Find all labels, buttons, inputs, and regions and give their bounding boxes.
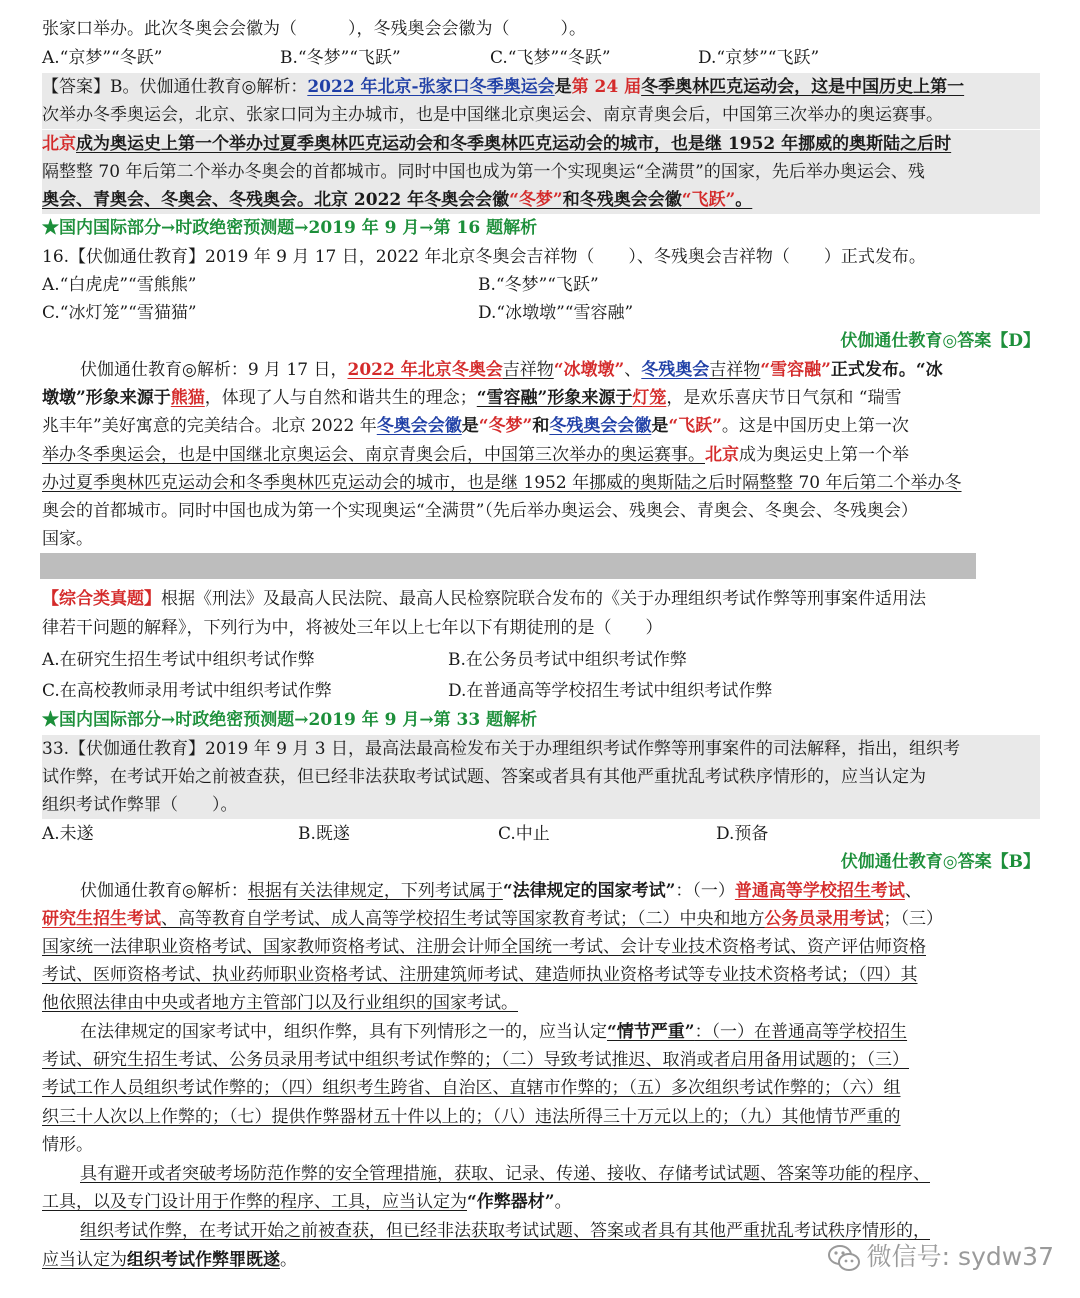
q16-explanation-line <box>42 412 1040 440</box>
q16-text: 正式发布。 <box>830 360 916 380</box>
q16-lantern: 灯笼 <box>632 388 667 408</box>
q15-stem-tail: 张家口举办。此次冬奥会会徽为（ ），冬残奥会会徽为（ ）。 <box>42 19 586 39</box>
q33-option-b: B.既遂 <box>298 824 350 844</box>
q16-emblem-para: “飞跃” <box>668 416 722 436</box>
q33-conclusion-line <box>42 1246 780 1274</box>
q16-explanation-line <box>42 441 1040 469</box>
q33-explanation-line: 考试、医师资格考试、执业药师职业资格考试、注册建筑师考试、建造师执业资格考试等专业技术资格考试；（四）其 <box>42 965 918 985</box>
zhenti-option-a: A.在研究生招生考试中组织考试作弊 <box>42 650 315 670</box>
q16-explanation-line: 办过夏季奥林匹克运动会和冬季奥林匹克运动会的城市，也是继 1952 年挪威的奥斯陆之后时隔整整 70 年后第二个举办冬 <box>42 473 962 493</box>
q16-text: 举办冬季奥运会，也是中国继北京奥运会、南京青奥会后，中国第三次举办的奥运赛事。 <box>42 445 705 465</box>
q33-explanation-line <box>80 877 1040 905</box>
q33-device-line: 具有避开或者突破考场防范作弊的安全管理措施，获取、记录、传递、接收、存储考试试题、答案等功能的程序、 <box>80 1164 930 1184</box>
q33-text: 应当认定为 <box>42 1250 127 1270</box>
q33-text: 。 <box>280 1250 297 1270</box>
q33-serious-line <box>80 1018 1040 1046</box>
q15-answer-line <box>42 73 1040 101</box>
q33-serious-line: 考试工作人员组织考试作弊的；（四）组织考生跨省、自治区、直辖市作弊的；（五）多次组织考试作弊的；（六）组 <box>42 1078 901 1098</box>
section-divider <box>40 553 976 579</box>
q15-answer-label: 【答案】B。伏伽通仕教育◎解析： <box>42 77 308 97</box>
q16-beijing: 北京 <box>705 445 739 465</box>
q33-explanation-line: 他依照法律由中央或者地方主管部门以及行业组织的国家考试。 <box>42 993 518 1013</box>
q33-text: 。 <box>554 1192 572 1212</box>
q33-text: ：（一）在普通高等学校招生 <box>694 1022 908 1042</box>
zhenti-stem-line: 律若干问题的解释》，下列行为中，将被处三年以上七年以下有期徒刑的是（ ） <box>42 618 663 638</box>
q16-text: ，体现了人与自然和谐共生的理念； <box>204 388 477 408</box>
q16-text: 成为奥运史上第一个举 <box>739 445 909 465</box>
section-heading-16: ★国内国际部分→时政绝密预测题→2019 年 9 月→第 16 题解析 <box>42 218 538 238</box>
q33-kaoyan: 研究生招生考试 <box>42 909 161 929</box>
q33-text: ；（三） <box>883 909 943 929</box>
q16-options-row1 <box>42 271 1040 299</box>
zhenti-option-b: B.在公务员考试中组织考试作弊 <box>448 650 687 670</box>
q15-option-d: D.“京梦”“飞跃” <box>698 48 820 68</box>
q16-text: 伏伽通仕教育◎解析：9 月 17 日， <box>80 360 348 380</box>
q16-paralympics: 冬残奥会 <box>641 360 710 380</box>
q33-national-exam: “法律规定的国家考试” <box>502 881 676 901</box>
q33-explanation-line: 国家统一法律职业资格考试、国家教师资格考试、注册会计师全国统一考试、会计专业技术资格考试、资产评估师资格 <box>42 937 926 957</box>
q16-text: 墩墩”形象来源于 <box>42 388 171 408</box>
q15-explanation-line <box>42 186 1040 214</box>
q15-emblem-para: “飞跃” <box>681 190 736 210</box>
q15-explanation-line <box>42 130 1040 158</box>
q33-options <box>42 820 1040 848</box>
q16-text: 、 <box>624 360 642 380</box>
q33-stem-line: 组织考试作弊罪（ ）。 <box>42 791 1040 819</box>
q16-text: 吉祥物 <box>502 360 554 380</box>
q16-explanation-line: 奥会的首都城市。同时中国也成为第一个实现奥运“全满贯”（先后举办奥运会、残奥会、青奥会、冬奥会、冬残奥会） <box>42 501 918 521</box>
q33-serious-term: “情节严重” <box>607 1022 695 1042</box>
q16-answer: 伏伽通仕教育◎答案【D】 <box>840 331 1040 351</box>
q33-serious-line: 织三十人次以上作弊的；（七）提供作弊器材五十件以上的；（八）违法所得三十万元以上的；（九）其他情节严重的 <box>42 1107 901 1127</box>
q16-text: “冰 <box>915 360 943 380</box>
wechat-icon <box>827 1243 861 1273</box>
section-heading-33: ★国内国际部分→时政绝密预测题→2019 年 9 月→第 33 题解析 <box>42 710 538 730</box>
q33-option-c: C.中止 <box>498 824 550 844</box>
q16-text: 。这是中国历史上第一次 <box>721 416 909 436</box>
q16-text: 和 <box>532 416 550 436</box>
zhenti-stem-line <box>42 585 1040 613</box>
q15-edition: 第 24 届 <box>571 77 642 97</box>
q15-emblem-winter: “冬梦” <box>509 190 563 210</box>
q16-explanation-line <box>80 356 1040 384</box>
q33-stem-line: 33.【伏伽通仕教育】2019 年 9 月 3 日，最高法最高检发布关于办理组织考试作弊等刑事案件的司法解释，指出，组织考 <box>42 735 1040 763</box>
q33-text: 伏伽通仕教育◎解析： <box>80 881 248 901</box>
q33-text: 根据有关法律规定，下列考试属于 <box>247 881 503 901</box>
zhenti-text: 根据《刑法》及最高人民法院、最高人民检察院联合发布的《关于办理组织考试作弊等刑事案件适用法 <box>161 589 926 609</box>
q15-text: 和冬残奥会会徽 <box>562 190 682 210</box>
q16-stem: 16.【伏伽通仕教育】2019 年 9 月 17 日，2022 年北京冬奥会吉祥物（ ）、冬残奥会吉祥物（ ）正式发布。 <box>42 247 926 267</box>
q16-emblem-para-label: 冬残奥会会徽 <box>549 416 652 436</box>
q16-options-row2 <box>42 299 1040 327</box>
q33-conclusion-term: 组织考试作弊罪既遂 <box>127 1250 280 1270</box>
q33-gaokao: 普通高等学校招生考试 <box>734 881 905 901</box>
q15-text: 奥会、青奥会、冬奥会、冬残奥会。北京 2022 年冬奥会会徽 <box>42 190 510 210</box>
q33-device-line <box>42 1188 1040 1216</box>
q15-beijing: 北京 <box>42 134 76 154</box>
q16-text: 是 <box>651 416 669 436</box>
q16-text: ，是欢乐喜庆节日气氛和 “瑞雪 <box>666 388 902 408</box>
q33-text: 工具，以及专门设计用于作弊的程序、工具，应当认定为 <box>42 1192 467 1212</box>
q16-explanation-line <box>42 384 1040 412</box>
q33-stem-line: 试作弊，在考试开始之前被查获，但已经非法获取考试试题、答案或者具有其他严重扰乱考试秩序情形的，应当认定为 <box>42 763 1040 791</box>
q15-text: 是 <box>554 77 572 97</box>
q33-conclusion-line: 组织考试作弊，在考试开始之前被查获，但已经非法获取考试试题、答案或者具有其他严重扰乱考试秩序情形的， <box>80 1221 930 1241</box>
q16-panda: 熊猫 <box>170 388 205 408</box>
q16-text: 兆丰年”美好寓意的完美结合。北京 2022 年 <box>42 416 377 436</box>
q16-olympics: 2022 年北京冬奥会 <box>347 360 503 380</box>
q33-text: 在法律规定的国家考试中，组织作弊，具有下列情形之一的，应当认定 <box>80 1022 607 1042</box>
q15-explanation-line: 次举办冬季奥运会，北京、张家口同为主办城市，也是中国继北京奥运会、南京青奥会后，中国第三次举办的奥运赛事。 <box>42 101 1040 129</box>
q33-text: 、高等教育自学考试、成人高等学校招生考试等国家教育考试；（二）中央和地方 <box>161 909 765 929</box>
q33-answer: 伏伽通仕教育◎答案【B】 <box>840 852 1040 872</box>
q33-option-a: A.未遂 <box>42 824 94 844</box>
wechat-watermark <box>827 1237 1054 1277</box>
q15-event-name: 2022 年北京-张家口冬季奥运会 <box>307 77 555 97</box>
q16-text: 吉祥物 <box>709 360 761 380</box>
q15-option-b: B.“冬梦”“飞跃” <box>280 48 401 68</box>
q15-text: 冬季奥林匹克运动会，这是中国历史上第一 <box>641 77 965 97</box>
q16-emblem-winter: “冬梦” <box>478 416 533 436</box>
q15-explanation-line: 隔整整 70 年后第二个举办冬奥会的首都城市。同时中国也成为第一个实现奥运“全满贯”的国家，先后举办奥运会、残 <box>42 158 1040 186</box>
q16-option-d: D.“冰墩墩”“雪容融” <box>478 303 634 323</box>
q15-option-c: C.“飞梦”“冬跃” <box>490 48 611 68</box>
q33-serious-line: 考试、研究生招生考试、公务员录用考试中组织考试作弊的；（二）导致考试推迟、取消或者启用备用试题的；（三） <box>42 1050 909 1070</box>
q33-explanation-line <box>42 905 1040 933</box>
q33-serious-line: 情形。 <box>42 1135 93 1155</box>
q16-mascot-para: “雪容融” <box>760 360 831 380</box>
q33-option-d: D.预备 <box>716 824 769 844</box>
q16-emblem: 冬奥会会徽 <box>376 416 462 436</box>
zhenti-tag: 【综合类真题】 <box>42 589 161 609</box>
q15-text: 。 <box>735 190 753 210</box>
q15-option-a: A.“京梦”“冬跃” <box>42 48 163 68</box>
q15-options <box>42 44 1040 72</box>
q33-device-term: “作弊器材” <box>467 1192 555 1212</box>
q16-explanation-line: 国家。 <box>42 529 93 549</box>
q16-text: “雪容融”形象来源于 <box>476 388 633 408</box>
zhenti-option-d: D.在普通高等学校招生考试中组织考试作弊 <box>448 681 773 701</box>
q16-text: 是 <box>461 416 479 436</box>
q16-mascot-winter: “冰墩墩” <box>553 360 625 380</box>
watermark-text: 微信号: sydw37 <box>866 1242 1054 1271</box>
q33-civil-service: 公务员录用考试 <box>764 909 884 929</box>
q33-text: ：（一） <box>675 881 735 901</box>
zhenti-option-c: C.在高校教师录用考试中组织考试作弊 <box>42 681 332 701</box>
q16-option-c: C.“冰灯笼”“雪猫猫” <box>42 303 197 323</box>
q33-text: 、 <box>904 881 922 901</box>
zhenti-options-row1 <box>42 646 1040 674</box>
q16-option-a: A.“白虎虎”“雪熊熊” <box>42 275 197 295</box>
q15-text: 成为奥运史上第一个举办过夏季奥林匹克运动会和冬季奥林匹克运动会的城市，也是继 1952 年挪威的奥斯陆之后时 <box>76 134 952 154</box>
zhenti-options-row2 <box>42 677 1040 705</box>
q16-option-b: B.“冬梦”“飞跃” <box>478 275 599 295</box>
